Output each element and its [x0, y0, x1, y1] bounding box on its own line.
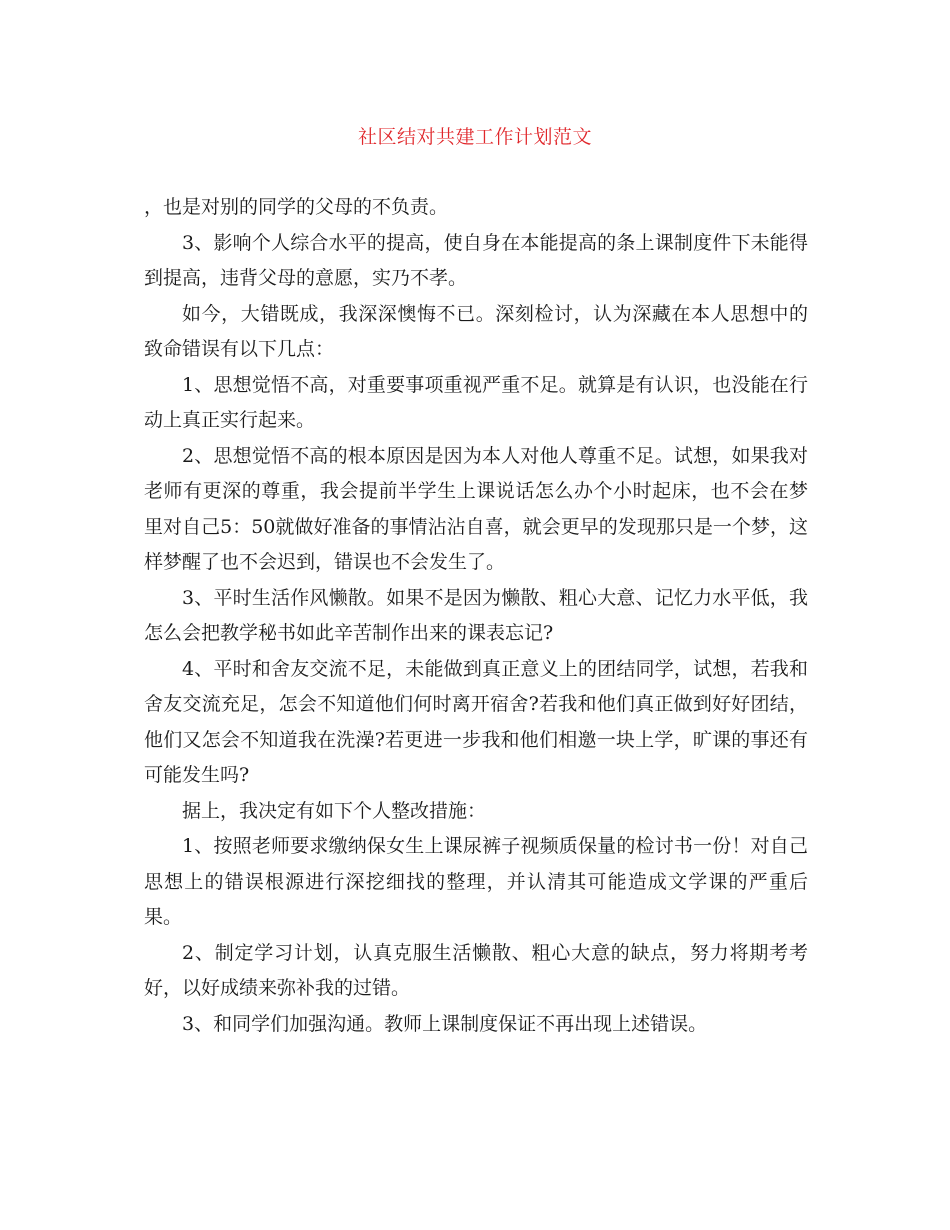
paragraph-11: 3、和同学们加强沟通。教师上课制度保证不再出现上述错误。: [182, 1012, 708, 1035]
paragraph-5: 2、思想觉悟不高的根本原因是因为本人对他人尊重不足。试想，如果我对老师有更深的尊重，我会提前半学生上课说话怎么办个小时起床，也不会在梦里对自己5：50就做好准备的事情沾沾自喜，就会更早的发现那只是一个梦，这样梦醒了也不会迟到，错误也不会发生了。: [144, 444, 808, 573]
paragraph-3: 如今，大错既成，我深深懊悔不已。深刻检讨，认为深藏在本人思想中的致命错误有以下几点：: [144, 302, 808, 360]
paragraph-10: 2、制定学习计划，认真克服生活懒散、粗心大意的缺点，努力将期考考好，以好成绩来弥补我的过错。: [144, 941, 808, 999]
paragraph-4: 1、思想觉悟不高，对重要事项重视严重不足。就算是有认识，也没能在行动上真正实行起来。: [144, 373, 808, 431]
paragraph-1: ，也是对别的同学的父母的不负责。: [144, 196, 449, 218]
document-title: 社区结对共建工作计划范文: [357, 126, 592, 148]
paragraph-6: 3、平时生活作风懒散。如果不是因为懒散、粗心大意、记忆力水平低，我怎么会把教学秘书如此辛苦制作出来的课表忘记?: [144, 586, 808, 644]
paragraph-2: 3、影响个人综合水平的提高，使自身在本能提高的条上课制度件下未能得到提高，违背父母的意愿，实乃不孝。: [144, 231, 808, 289]
paragraph-8: 据上，我决定有如下个人整改措施：: [182, 799, 487, 822]
paragraph-7: 4、平时和舍友交流不足，未能做到真正意义上的团结同学，试想，若我和舍友交流充足，怎会不知道他们何时离开宿舍?若我和他们真正做到好好团结，他们又怎会不知道我在洗澡?若更进一步我和他们相邀一块上学，旷课的事还有可能发生吗?: [144, 657, 808, 786]
document-body: [144, 190, 808, 1042]
paragraph-9: 1、按照老师要求缴纳保女生上课尿裤子视频质保量的检讨书一份！对自己思想上的错误根源进行深挖细找的整理，并认清其可能造成文学课的严重后果。: [144, 835, 808, 928]
